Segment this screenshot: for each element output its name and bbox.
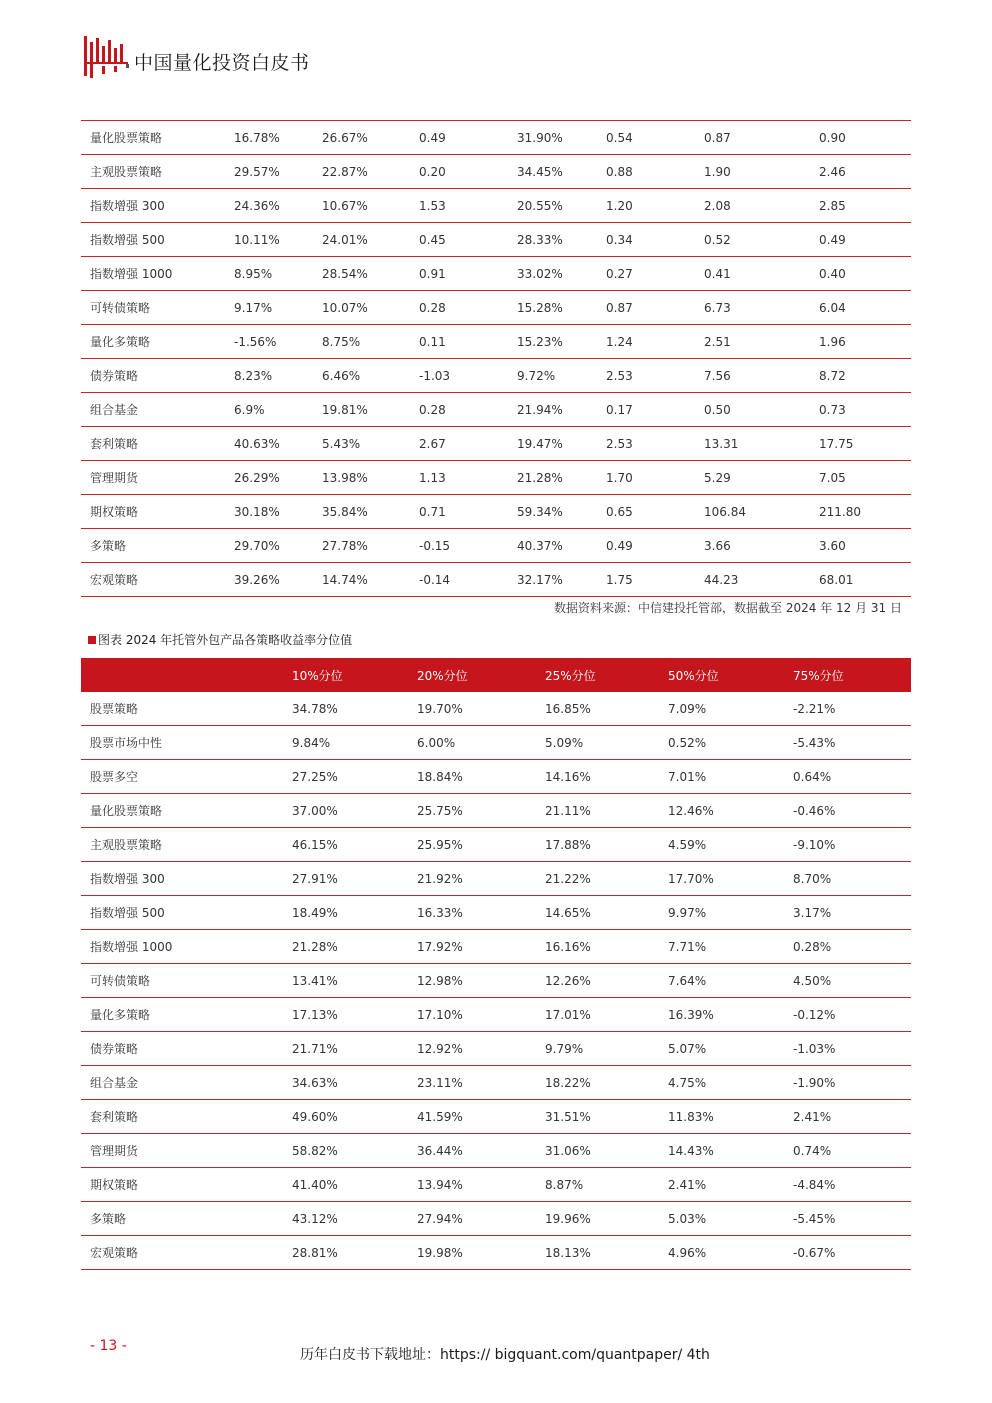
table-cell: 0.28% xyxy=(784,930,911,964)
table-cell: 0.49 xyxy=(410,121,508,155)
row-label: 指数增强 1000 xyxy=(81,257,225,291)
row-label: 宏观策略 xyxy=(81,1236,283,1270)
percentile-table xyxy=(81,658,911,1270)
row-label: 量化多策略 xyxy=(81,998,283,1032)
table-cell: 18.13% xyxy=(536,1236,659,1270)
table-cell: 211.80 xyxy=(810,495,911,529)
row-label: 指数增强 1000 xyxy=(81,930,283,964)
table-cell: 12.26% xyxy=(536,964,659,998)
table-cell: 17.75 xyxy=(810,427,911,461)
table-cell: 2.41% xyxy=(659,1168,784,1202)
table-cell: 2.08 xyxy=(695,189,810,223)
table-cell: 41.40% xyxy=(283,1168,408,1202)
table-cell: 27.78% xyxy=(313,529,410,563)
table-cell: 17.10% xyxy=(408,998,536,1032)
table-cell: 0.50 xyxy=(695,393,810,427)
column-header: 25%分位 xyxy=(536,658,659,692)
table-cell: 0.41 xyxy=(695,257,810,291)
table-cell: 3.66 xyxy=(695,529,810,563)
table-cell: 27.94% xyxy=(408,1202,536,1236)
table-cell: 6.73 xyxy=(695,291,810,325)
table-cell: 14.43% xyxy=(659,1134,784,1168)
table-cell: 7.05 xyxy=(810,461,911,495)
table-header-row xyxy=(81,658,911,692)
column-header: 10%分位 xyxy=(283,658,408,692)
table-cell: 16.16% xyxy=(536,930,659,964)
table-cell: 16.33% xyxy=(408,896,536,930)
bigquant-logo xyxy=(82,34,132,82)
row-label: 股票多空 xyxy=(81,760,283,794)
table-cell: 17.92% xyxy=(408,930,536,964)
table-cell: 10.67% xyxy=(313,189,410,223)
table-cell: 7.01% xyxy=(659,760,784,794)
table-cell: 24.01% xyxy=(313,223,410,257)
table-cell: 2.53 xyxy=(597,359,695,393)
table-cell: 7.71% xyxy=(659,930,784,964)
table-cell: 9.79% xyxy=(536,1032,659,1066)
table-cell: 19.70% xyxy=(408,692,536,726)
table-row xyxy=(81,563,911,597)
table-cell: 5.03% xyxy=(659,1202,784,1236)
table-cell: 0.87 xyxy=(597,291,695,325)
table-cell: 2.67 xyxy=(410,427,508,461)
row-label: 股票市场中性 xyxy=(81,726,283,760)
row-label: 债券策略 xyxy=(81,1032,283,1066)
table-cell: 7.09% xyxy=(659,692,784,726)
row-label: 多策略 xyxy=(81,529,225,563)
table-cell: 9.72% xyxy=(508,359,597,393)
table-cell: 2.51 xyxy=(695,325,810,359)
table-cell: 1.75 xyxy=(597,563,695,597)
row-label: 可转债策略 xyxy=(81,291,225,325)
row-label: 量化股票策略 xyxy=(81,794,283,828)
figure-caption-text: 图表 2024 年托管外包产品各策略收益率分位值 xyxy=(98,633,353,647)
table-cell: 0.34 xyxy=(597,223,695,257)
table-row xyxy=(81,726,911,760)
table-cell: 46.15% xyxy=(283,828,408,862)
table-row xyxy=(81,1134,911,1168)
table-cell: 13.41% xyxy=(283,964,408,998)
table-cell: 13.98% xyxy=(313,461,410,495)
table-cell: 0.49 xyxy=(810,223,911,257)
table-row xyxy=(81,529,911,563)
table-cell: 14.65% xyxy=(536,896,659,930)
table-cell: 17.70% xyxy=(659,862,784,896)
table-cell: 12.92% xyxy=(408,1032,536,1066)
table-cell: 21.28% xyxy=(283,930,408,964)
strategy-metrics-table xyxy=(81,120,911,597)
table-cell: 31.06% xyxy=(536,1134,659,1168)
table-cell: 5.09% xyxy=(536,726,659,760)
table-cell: 9.84% xyxy=(283,726,408,760)
row-label: 股票策略 xyxy=(81,692,283,726)
table-row xyxy=(81,495,911,529)
table-row xyxy=(81,896,911,930)
figure-caption xyxy=(88,631,352,648)
table-cell: -2.21% xyxy=(784,692,911,726)
table-cell: 18.49% xyxy=(283,896,408,930)
row-label: 套利策略 xyxy=(81,427,225,461)
table-cell: 2.46 xyxy=(810,155,911,189)
table-cell: 0.73 xyxy=(810,393,911,427)
table-cell: 23.11% xyxy=(408,1066,536,1100)
table-cell: 106.84 xyxy=(695,495,810,529)
table-cell: 0.49 xyxy=(597,529,695,563)
table-cell: 13.94% xyxy=(408,1168,536,1202)
row-label: 组合基金 xyxy=(81,1066,283,1100)
table-cell: 21.92% xyxy=(408,862,536,896)
table-cell: 21.28% xyxy=(508,461,597,495)
table-cell: 26.29% xyxy=(225,461,313,495)
table-row xyxy=(81,155,911,189)
table-cell: 24.36% xyxy=(225,189,313,223)
table-cell: 0.90 xyxy=(810,121,911,155)
table-cell: 41.59% xyxy=(408,1100,536,1134)
table-cell: 58.82% xyxy=(283,1134,408,1168)
table-row xyxy=(81,794,911,828)
table-cell: 15.23% xyxy=(508,325,597,359)
table-row xyxy=(81,964,911,998)
table-cell: 0.11 xyxy=(410,325,508,359)
table-cell: 16.78% xyxy=(225,121,313,155)
row-label: 主观股票策略 xyxy=(81,155,225,189)
row-label: 期权策略 xyxy=(81,495,225,529)
table-row xyxy=(81,828,911,862)
table-cell: -0.67% xyxy=(784,1236,911,1270)
table-row xyxy=(81,461,911,495)
table-cell: 8.70% xyxy=(784,862,911,896)
table-cell: 28.33% xyxy=(508,223,597,257)
row-label: 指数增强 500 xyxy=(81,896,283,930)
table-cell: 17.88% xyxy=(536,828,659,862)
table-cell: 6.9% xyxy=(225,393,313,427)
table-cell: 1.13 xyxy=(410,461,508,495)
table-row xyxy=(81,291,911,325)
table-cell: -5.45% xyxy=(784,1202,911,1236)
column-header: 20%分位 xyxy=(408,658,536,692)
table-cell: 1.90 xyxy=(695,155,810,189)
table-cell: 25.95% xyxy=(408,828,536,862)
table-cell: 7.56 xyxy=(695,359,810,393)
table-row xyxy=(81,1202,911,1236)
table-cell: 12.98% xyxy=(408,964,536,998)
table-cell: 29.57% xyxy=(225,155,313,189)
table-cell: 5.07% xyxy=(659,1032,784,1066)
table-cell: 8.23% xyxy=(225,359,313,393)
table-cell: 0.71 xyxy=(410,495,508,529)
row-label: 多策略 xyxy=(81,1202,283,1236)
table-cell: 8.95% xyxy=(225,257,313,291)
table-row xyxy=(81,427,911,461)
table-cell: 34.78% xyxy=(283,692,408,726)
page-number: - 13 - xyxy=(90,1338,127,1354)
table-cell: 31.51% xyxy=(536,1100,659,1134)
table-cell: 37.00% xyxy=(283,794,408,828)
table-cell: 9.17% xyxy=(225,291,313,325)
table-cell: 40.37% xyxy=(508,529,597,563)
table-row xyxy=(81,930,911,964)
table-cell: 16.85% xyxy=(536,692,659,726)
table-cell: -1.90% xyxy=(784,1066,911,1100)
row-label: 宏观策略 xyxy=(81,563,225,597)
table-cell: 20.55% xyxy=(508,189,597,223)
table-cell: -4.84% xyxy=(784,1168,911,1202)
table-cell: 6.00% xyxy=(408,726,536,760)
table-cell: 26.67% xyxy=(313,121,410,155)
table-cell: 0.52% xyxy=(659,726,784,760)
table-cell: 2.53 xyxy=(597,427,695,461)
table-cell: 10.11% xyxy=(225,223,313,257)
row-label: 期权策略 xyxy=(81,1168,283,1202)
row-label: 主观股票策略 xyxy=(81,828,283,862)
table-cell: 3.17% xyxy=(784,896,911,930)
table-cell: 4.59% xyxy=(659,828,784,862)
table-cell: 2.85 xyxy=(810,189,911,223)
table-cell: -0.12% xyxy=(784,998,911,1032)
table-cell: 19.47% xyxy=(508,427,597,461)
table-row xyxy=(81,393,911,427)
table-cell: 1.24 xyxy=(597,325,695,359)
table-row xyxy=(81,998,911,1032)
table-row xyxy=(81,223,911,257)
table-cell: 28.81% xyxy=(283,1236,408,1270)
table-row xyxy=(81,257,911,291)
table-cell: 12.46% xyxy=(659,794,784,828)
table-cell: 4.75% xyxy=(659,1066,784,1100)
table-row xyxy=(81,359,911,393)
row-label: 债券策略 xyxy=(81,359,225,393)
table-cell: 0.17 xyxy=(597,393,695,427)
table-cell: 1.96 xyxy=(810,325,911,359)
table-row xyxy=(81,1100,911,1134)
table-cell: -0.15 xyxy=(410,529,508,563)
table-row xyxy=(81,1236,911,1270)
table-cell: 0.40 xyxy=(810,257,911,291)
column-header: 50%分位 xyxy=(659,658,784,692)
table-cell: -5.43% xyxy=(784,726,911,760)
table-cell: 8.75% xyxy=(313,325,410,359)
table-cell: 1.20 xyxy=(597,189,695,223)
table-row xyxy=(81,862,911,896)
table-cell: 34.63% xyxy=(283,1066,408,1100)
table-cell: 8.87% xyxy=(536,1168,659,1202)
table-cell: 0.88 xyxy=(597,155,695,189)
table-cell: 14.74% xyxy=(313,563,410,597)
row-label: 指数增强 500 xyxy=(81,223,225,257)
table-cell: 9.97% xyxy=(659,896,784,930)
table-cell: 8.72 xyxy=(810,359,911,393)
table-cell: 0.27 xyxy=(597,257,695,291)
table-cell: 6.04 xyxy=(810,291,911,325)
table-cell: 15.28% xyxy=(508,291,597,325)
table-cell: -1.03 xyxy=(410,359,508,393)
table-row xyxy=(81,760,911,794)
table-cell: 13.31 xyxy=(695,427,810,461)
row-label: 指数增强 300 xyxy=(81,862,283,896)
table-row xyxy=(81,121,911,155)
table-row xyxy=(81,1168,911,1202)
table-cell: 34.45% xyxy=(508,155,597,189)
table-row xyxy=(81,692,911,726)
row-label: 指数增强 300 xyxy=(81,189,225,223)
table-cell: 4.96% xyxy=(659,1236,784,1270)
row-label: 组合基金 xyxy=(81,393,225,427)
table-cell: 16.39% xyxy=(659,998,784,1032)
table-cell: 44.23 xyxy=(695,563,810,597)
table-cell: 19.98% xyxy=(408,1236,536,1270)
table-cell: -1.56% xyxy=(225,325,313,359)
table-cell: 4.50% xyxy=(784,964,911,998)
table-cell: 0.54 xyxy=(597,121,695,155)
table-cell: 0.65 xyxy=(597,495,695,529)
data-source-note: 数据资料来源：中信建投托管部，数据截至 2024 年 12 月 31 日 xyxy=(554,601,902,615)
table-cell: 22.87% xyxy=(313,155,410,189)
row-label: 管理期货 xyxy=(81,461,225,495)
table-cell: 5.43% xyxy=(313,427,410,461)
table-cell: 21.11% xyxy=(536,794,659,828)
table-cell: 14.16% xyxy=(536,760,659,794)
table-cell: 5.29 xyxy=(695,461,810,495)
table-cell: -9.10% xyxy=(784,828,911,862)
square-bullet-icon xyxy=(88,636,96,644)
table-cell: 1.70 xyxy=(597,461,695,495)
table-cell: 0.20 xyxy=(410,155,508,189)
table-row xyxy=(81,1066,911,1100)
table-cell: -0.14 xyxy=(410,563,508,597)
table-cell: 30.18% xyxy=(225,495,313,529)
table-cell: 3.60 xyxy=(810,529,911,563)
table-cell: 17.01% xyxy=(536,998,659,1032)
row-label: 量化多策略 xyxy=(81,325,225,359)
document-title: 中国量化投资白皮书 xyxy=(134,52,310,74)
table-cell: 6.46% xyxy=(313,359,410,393)
table-row xyxy=(81,325,911,359)
table-cell: 36.44% xyxy=(408,1134,536,1168)
table-cell: -1.03% xyxy=(784,1032,911,1066)
table-cell: 1.53 xyxy=(410,189,508,223)
page-header xyxy=(82,34,482,84)
table-cell: 31.90% xyxy=(508,121,597,155)
table-cell: 0.91 xyxy=(410,257,508,291)
row-label: 管理期货 xyxy=(81,1134,283,1168)
table-cell: 21.22% xyxy=(536,862,659,896)
table-cell: 33.02% xyxy=(508,257,597,291)
table-cell: 43.12% xyxy=(283,1202,408,1236)
table-cell: 40.63% xyxy=(225,427,313,461)
table-cell: 59.34% xyxy=(508,495,597,529)
table-cell: 29.70% xyxy=(225,529,313,563)
table-cell: 39.26% xyxy=(225,563,313,597)
table-cell: 27.25% xyxy=(283,760,408,794)
column-header xyxy=(81,658,283,692)
table-cell: 21.71% xyxy=(283,1032,408,1066)
table-cell: 21.94% xyxy=(508,393,597,427)
table-cell: 19.96% xyxy=(536,1202,659,1236)
table-cell: 11.83% xyxy=(659,1100,784,1134)
row-label: 套利策略 xyxy=(81,1100,283,1134)
table-cell: 28.54% xyxy=(313,257,410,291)
table-cell: 27.91% xyxy=(283,862,408,896)
table-cell: 68.01 xyxy=(810,563,911,597)
table-cell: 10.07% xyxy=(313,291,410,325)
table-cell: -0.46% xyxy=(784,794,911,828)
table-cell: 0.74% xyxy=(784,1134,911,1168)
table-cell: 18.84% xyxy=(408,760,536,794)
table-cell: 25.75% xyxy=(408,794,536,828)
table-cell: 2.41% xyxy=(784,1100,911,1134)
table-cell: 19.81% xyxy=(313,393,410,427)
table-cell: 0.28 xyxy=(410,393,508,427)
table-cell: 17.13% xyxy=(283,998,408,1032)
table-cell: 0.28 xyxy=(410,291,508,325)
table-cell: 0.87 xyxy=(695,121,810,155)
table-cell: 49.60% xyxy=(283,1100,408,1134)
table-cell: 0.52 xyxy=(695,223,810,257)
table-cell: 0.45 xyxy=(410,223,508,257)
column-header: 75%分位 xyxy=(784,658,911,692)
table-cell: 0.64% xyxy=(784,760,911,794)
table-cell: 35.84% xyxy=(313,495,410,529)
table-cell: 18.22% xyxy=(536,1066,659,1100)
table-cell: 32.17% xyxy=(508,563,597,597)
download-link-text: 历年白皮书下载地址：https:// bigquant.com/quantpaper/ 4th xyxy=(300,1347,710,1363)
row-label: 量化股票策略 xyxy=(81,121,225,155)
table-row xyxy=(81,1032,911,1066)
table-row xyxy=(81,189,911,223)
table-cell: 7.64% xyxy=(659,964,784,998)
row-label: 可转债策略 xyxy=(81,964,283,998)
